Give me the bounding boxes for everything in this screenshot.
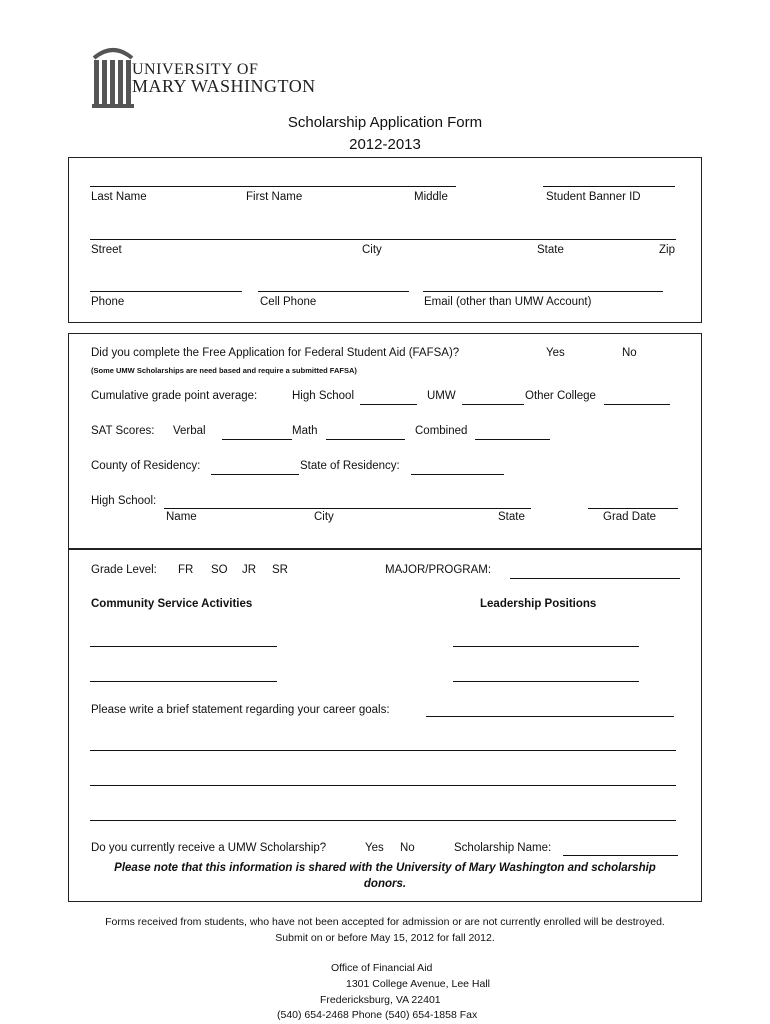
high-school-label: High School: [91, 495, 157, 507]
hs-state-label: State [498, 511, 525, 523]
hs-name-label: Name [166, 511, 197, 523]
umw-no-option[interactable]: No [400, 842, 415, 854]
leadership-line-2[interactable] [453, 681, 639, 682]
email-line[interactable] [423, 291, 663, 292]
fafsa-yes-option[interactable]: Yes [546, 347, 565, 359]
phone-line[interactable] [90, 291, 242, 292]
major-label: MAJOR/PROGRAM: [385, 564, 492, 576]
address-line[interactable] [90, 239, 676, 240]
community-service-heading: Community Service Activities [91, 598, 253, 610]
office-address: 1301 College Avenue, Lee Hall [346, 978, 491, 990]
phone-label: Phone [91, 296, 125, 308]
city-label: City [362, 244, 382, 256]
gpa-high-school-label: High School [292, 390, 355, 402]
career-line-0[interactable] [426, 716, 674, 717]
county-line[interactable] [211, 474, 299, 475]
personal-info-section [68, 157, 702, 323]
banner-id-line[interactable] [543, 186, 675, 187]
scholarship-name-label: Scholarship Name: [454, 842, 552, 854]
sat-math-label: Math [292, 425, 318, 437]
gpa-umw-label: UMW [427, 390, 456, 402]
cell-phone-line[interactable] [258, 291, 409, 292]
community-line-2[interactable] [90, 681, 277, 682]
grad-date-line[interactable] [588, 508, 678, 509]
sat-math-line[interactable] [326, 439, 405, 440]
email-label: Email (other than UMW Account) [424, 296, 592, 308]
grade-sr-option[interactable]: SR [272, 564, 288, 576]
grade-fr-option[interactable]: FR [178, 564, 194, 576]
career-line-1[interactable] [90, 750, 676, 751]
form-title: Scholarship Application Form [287, 114, 483, 131]
grad-date-label: Grad Date [603, 511, 657, 523]
umw-scholarship-question: Do you currently receive a UMW Scholarship? [91, 842, 327, 854]
high-school-line[interactable] [164, 508, 531, 509]
gpa-umw-line[interactable] [462, 404, 524, 405]
state-residency-line[interactable] [411, 474, 504, 475]
career-goals-label: Please write a brief statement regarding your career goals: [91, 704, 390, 716]
footer-notice: Forms received from students, who have not been accepted for admission or are not currently enrolled will be destroyed. Submit on or before May 15, 2012 for fall 2012. [105, 916, 665, 944]
leadership-heading: Leadership Positions [480, 598, 597, 610]
name-line[interactable] [90, 186, 456, 187]
state-label: State [537, 244, 564, 256]
career-line-2[interactable] [90, 785, 676, 786]
grade-so-option[interactable]: SO [211, 564, 228, 576]
gpa-label: Cumulative grade point average: [91, 390, 258, 402]
major-line[interactable] [510, 578, 680, 579]
cell-phone-label: Cell Phone [260, 296, 317, 308]
state-residency-label: State of Residency: [300, 460, 400, 472]
gpa-high-school-line[interactable] [360, 404, 417, 405]
first-name-label: First Name [246, 191, 303, 203]
last-name-label: Last Name [91, 191, 147, 203]
community-line-1[interactable] [90, 646, 277, 647]
logo-line-1: UNIVERSITY OF [132, 61, 259, 78]
office-name: Office of Financial Aid [331, 962, 433, 974]
sat-combined-line[interactable] [475, 439, 550, 440]
university-seal-icon [90, 44, 136, 110]
logo [90, 44, 340, 114]
banner-id-label: Student Banner ID [546, 191, 641, 203]
scholarship-name-line[interactable] [563, 855, 678, 856]
gpa-other-college-line[interactable] [604, 404, 670, 405]
sat-verbal-label: Verbal [173, 425, 206, 437]
logo-line-2: MARY WASHINGTON [132, 76, 316, 96]
county-label: County of Residency: [91, 460, 201, 472]
grade-level-label: Grade Level: [91, 564, 157, 576]
zip-label: Zip [659, 244, 675, 256]
office-city: Fredericksburg, VA 22401 [320, 994, 441, 1006]
sat-label: SAT Scores: [91, 425, 155, 437]
gpa-other-college-label: Other College [525, 390, 596, 402]
umw-yes-option[interactable]: Yes [365, 842, 384, 854]
fafsa-no-option[interactable]: No [622, 347, 637, 359]
hs-city-label: City [314, 511, 334, 523]
form-year: 2012-2013 [349, 136, 421, 153]
street-label: Street [91, 244, 122, 256]
career-line-3[interactable] [90, 820, 676, 821]
leadership-line-1[interactable] [453, 646, 639, 647]
fafsa-question: Did you complete the Free Application for Federal Student Aid (FAFSA)? [91, 347, 460, 359]
fafsa-note: (Some UMW Scholarships are need based and require a submitted FAFSA) [91, 366, 357, 375]
sat-verbal-line[interactable] [222, 439, 292, 440]
office-phone: (540) 654-2468 Phone (540) 654-1858 Fax [277, 1009, 478, 1021]
sat-combined-label: Combined [415, 425, 468, 437]
privacy-note: Please note that this information is shared with the University of Mary Washington and scholarship donors. [114, 862, 656, 890]
grade-jr-option[interactable]: JR [242, 564, 257, 576]
middle-label: Middle [414, 191, 448, 203]
